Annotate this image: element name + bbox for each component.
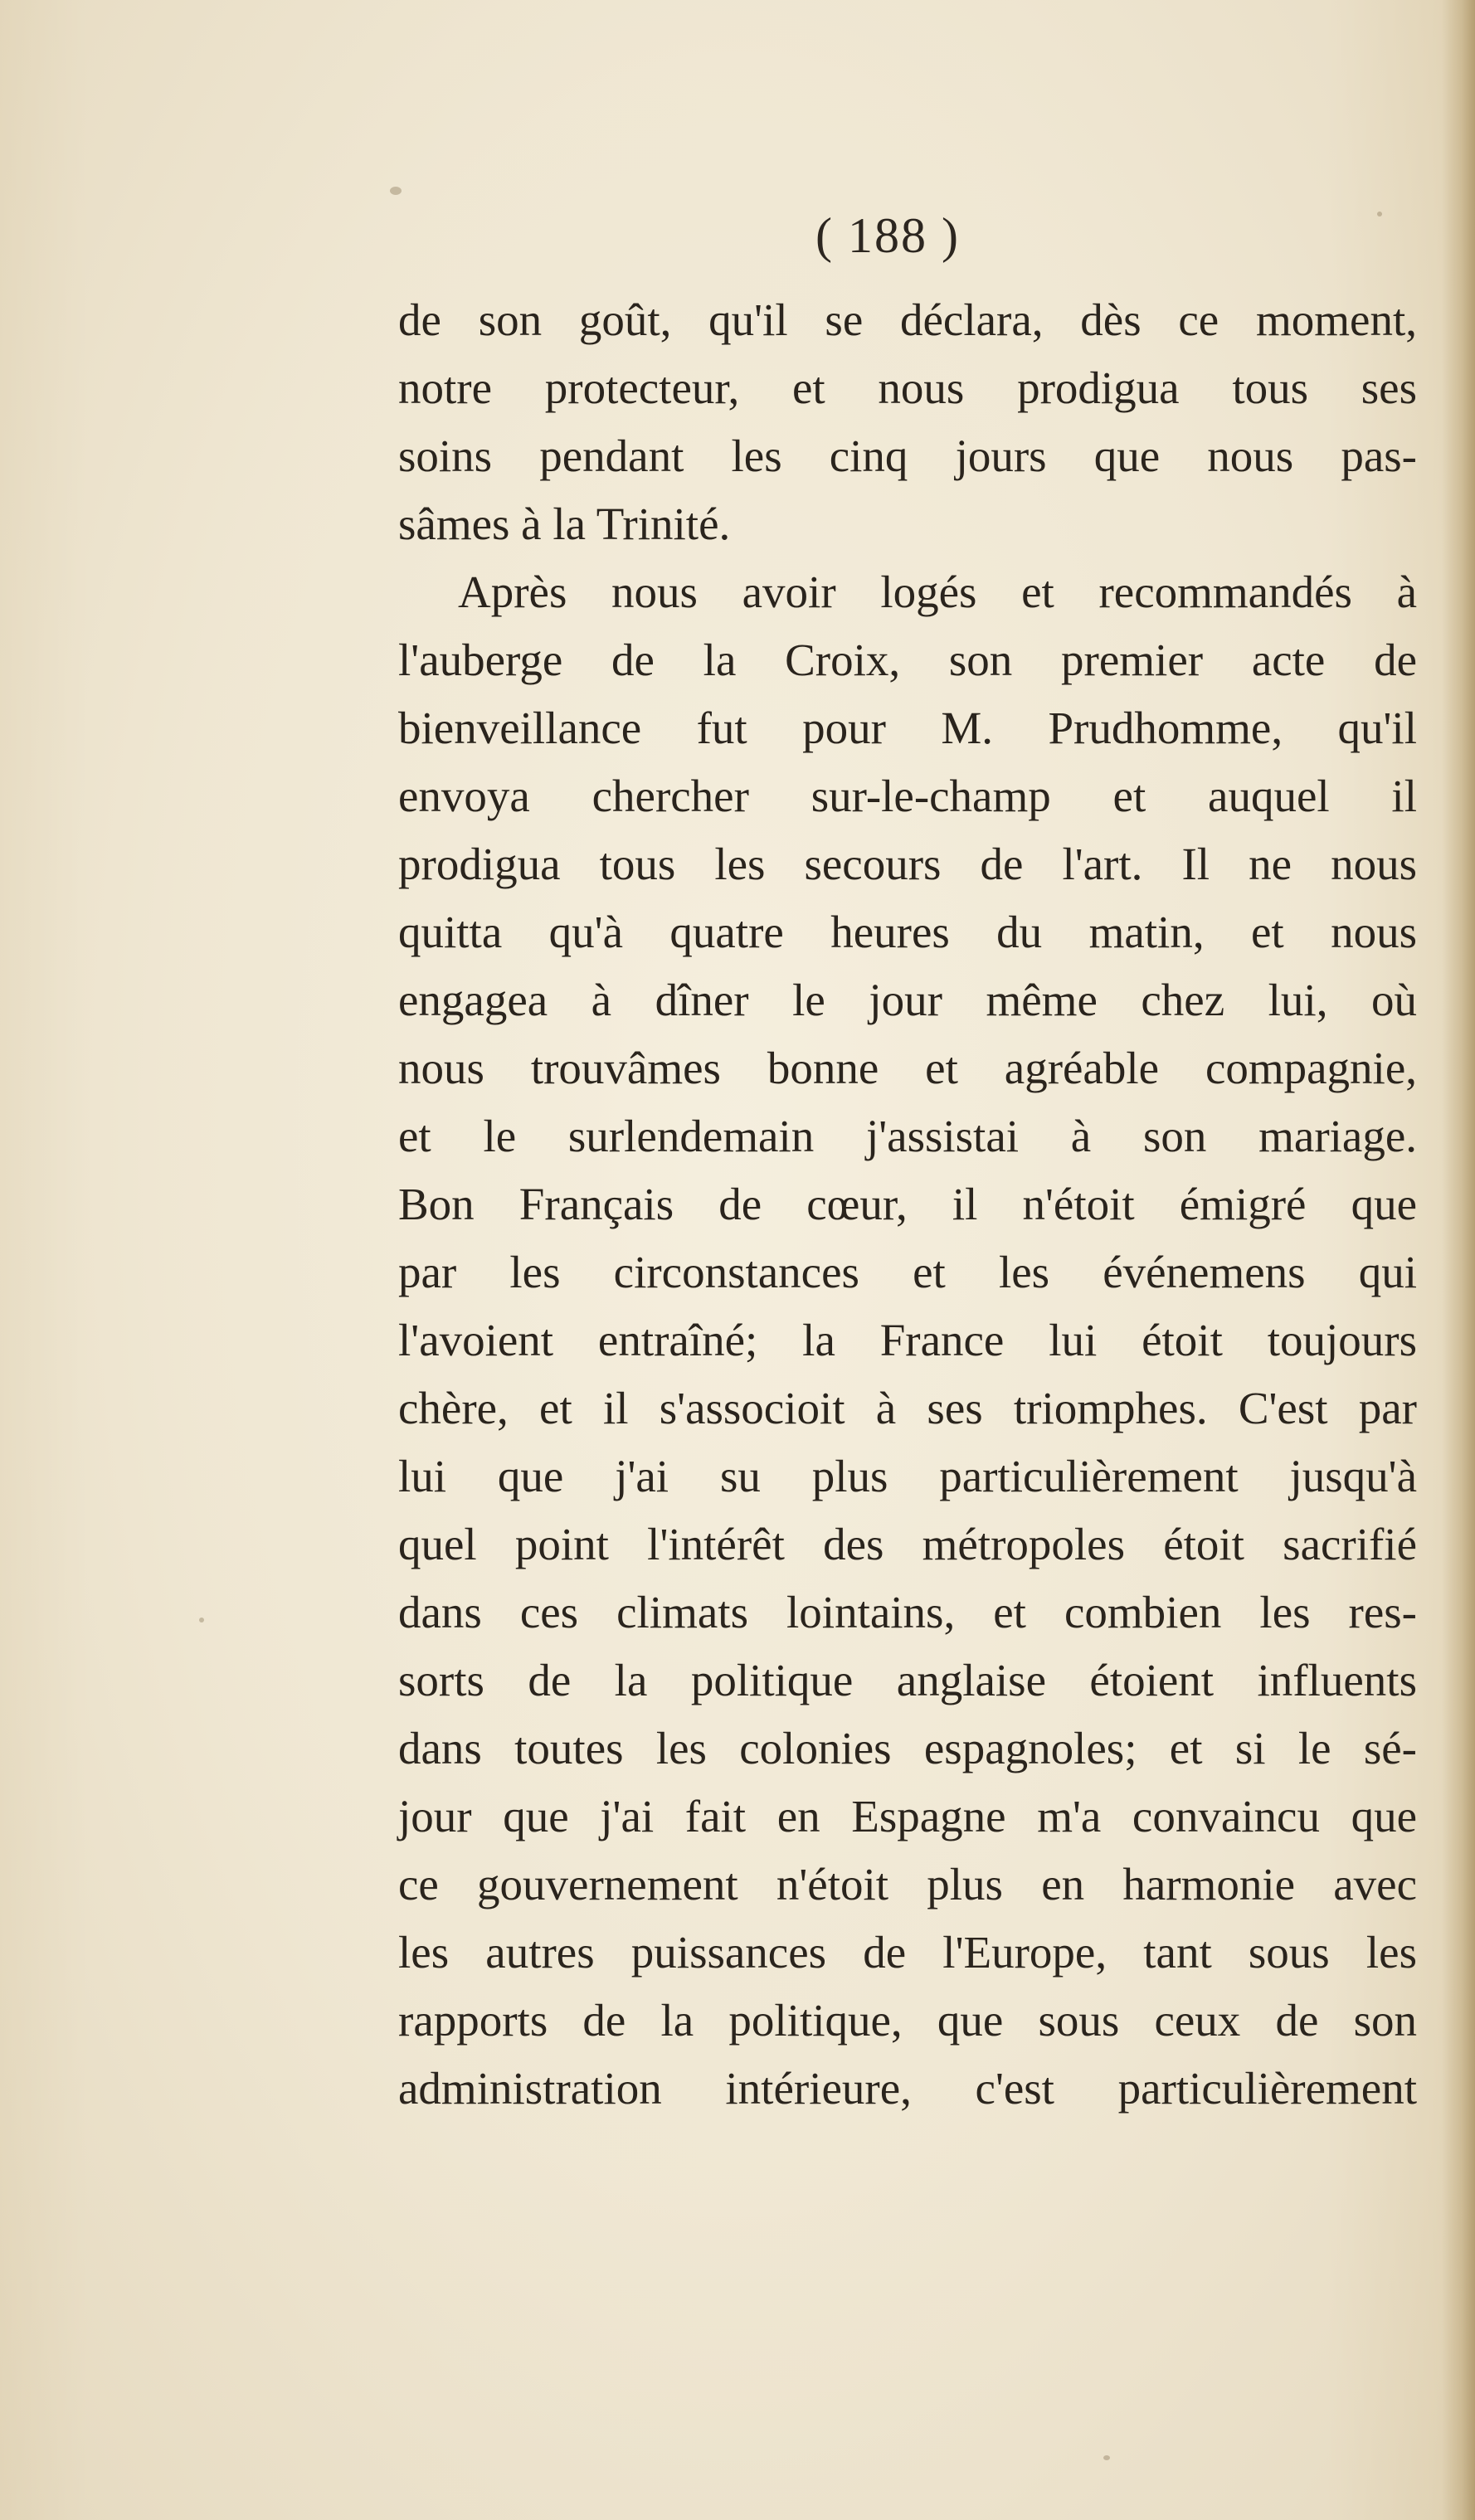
body-text bbox=[398, 286, 1417, 2123]
text-line: quel point l'intérêt des métropoles étoit sacrifié bbox=[398, 1519, 1417, 1569]
text-line: quitta qu'à quatre heures du matin, et nous bbox=[398, 907, 1417, 957]
text-line: nous trouvâmes bonne et agréable compagnie, bbox=[398, 1043, 1417, 1093]
text-line: envoya chercher sur-le-champ et auquel il bbox=[398, 771, 1417, 821]
text-line: prodigua tous les secours de l'art. Il ne nous bbox=[398, 839, 1417, 889]
text-line: l'avoient entraîné; la France lui étoit toujours bbox=[398, 1315, 1417, 1365]
text-line: dans toutes les colonies espagnoles; et si le sé- bbox=[398, 1723, 1417, 1773]
text-line: Après nous avoir logés et recommandés à bbox=[458, 567, 1417, 617]
text-line: de son goût, qu'il se déclara, dès ce moment, bbox=[398, 294, 1417, 345]
paper-speck bbox=[390, 187, 402, 195]
text-line: ce gouvernement n'étoit plus en harmonie avec bbox=[398, 1859, 1417, 1909]
paper-speck bbox=[199, 1618, 204, 1622]
text-line: par les circonstances et les événemens qui bbox=[398, 1247, 1417, 1297]
text-line: administration intérieure, c'est particulièrement bbox=[398, 2063, 1417, 2114]
text-line: rapports de la politique, que sous ceux de son bbox=[398, 1995, 1417, 2046]
text-line: lui que j'ai su plus particulièrement jusqu'à bbox=[398, 1451, 1417, 1501]
text-line: Bon Français de cœur, il n'étoit émigré que bbox=[398, 1179, 1417, 1229]
text-line: bienveillance fut pour M. Prudhomme, qu'il bbox=[398, 703, 1417, 753]
text-line: sorts de la politique anglaise étoient influents bbox=[398, 1655, 1417, 1705]
text-line: les autres puissances de l'Europe, tant sous les bbox=[398, 1927, 1417, 1978]
paper-speck bbox=[1103, 2455, 1110, 2460]
text-line: et le surlendemain j'assistai à son mariage. bbox=[398, 1111, 1417, 1161]
text-line: jour que j'ai fait en Espagne m'a convaincu que bbox=[398, 1791, 1417, 1841]
text-line: sâmes à la Trinité. bbox=[398, 499, 731, 549]
page-edge-shadow bbox=[1442, 0, 1475, 2520]
text-line: notre protecteur, et nous prodigua tous ses bbox=[398, 362, 1417, 413]
text-line: l'auberge de la Croix, son premier acte de bbox=[398, 635, 1417, 685]
text-line: chère, et il s'associoit à ses triomphes. C'est par bbox=[398, 1383, 1417, 1433]
text-line: dans ces climats lointains, et combien les res- bbox=[398, 1587, 1417, 1637]
page-number: ( 188 ) bbox=[815, 208, 960, 263]
text-line: engagea à dîner le jour même chez lui, où bbox=[398, 975, 1417, 1025]
text-line: soins pendant les cinq jours que nous pas- bbox=[398, 431, 1417, 481]
